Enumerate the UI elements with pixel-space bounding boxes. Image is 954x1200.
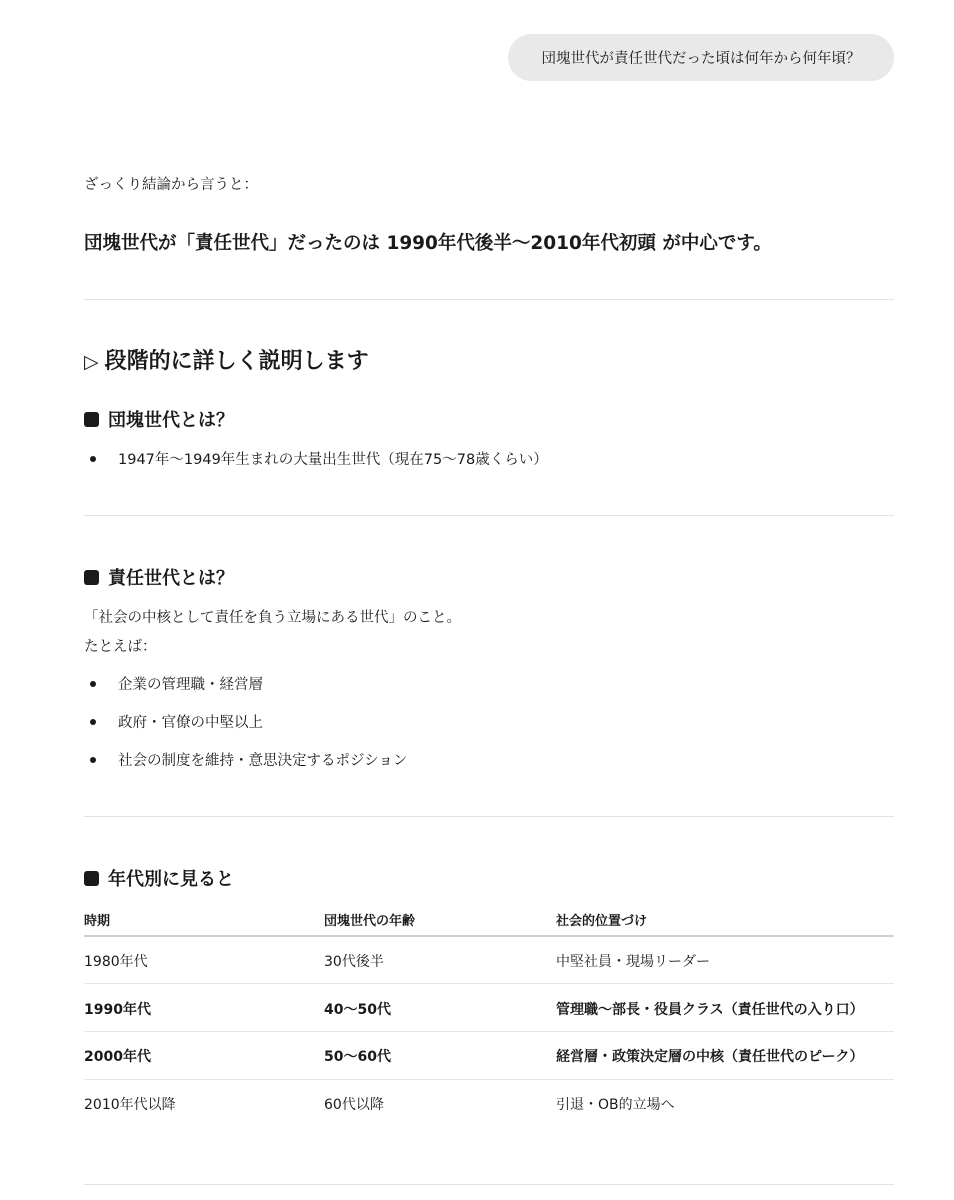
table-cell-position: 引退・OB的立場へ	[556, 1097, 675, 1113]
square-bullet-icon	[84, 871, 99, 886]
section-title-text: 段階的に詳しく説明します	[104, 349, 369, 374]
square-bullet-icon	[84, 570, 99, 585]
table-cell-period: 1980年代	[84, 954, 148, 970]
table-cell-age: 50〜60代	[324, 1049, 391, 1065]
table-cell-age: 60代以降	[324, 1097, 384, 1113]
list-item	[84, 673, 263, 694]
list-item-text: 企業の管理職・経営層	[118, 677, 263, 693]
list-item	[84, 711, 263, 732]
table-cell-position: 中堅社員・現場リーダー	[556, 954, 710, 970]
answer-intro: ざっくり結論から言うと：	[84, 177, 258, 193]
table-row-divider	[84, 1031, 894, 1032]
table-header-divider	[84, 935, 894, 937]
table-header-age: 団塊世代の年齢	[324, 914, 416, 929]
table-cell-period: 2000年代	[84, 1049, 151, 1065]
table-header-position: 社会的位置づけ	[556, 914, 648, 929]
divider	[84, 1184, 894, 1185]
square-bullet-icon	[84, 412, 99, 427]
bullet-dot-icon	[90, 681, 96, 687]
table-cell-age: 30代後半	[324, 954, 384, 970]
list-item	[84, 749, 407, 770]
divider	[84, 299, 894, 300]
list-item-text: 政府・官僚の中堅以上	[118, 715, 263, 731]
table-row-divider	[84, 983, 894, 984]
heading-by-decade	[84, 865, 234, 891]
answer-conclusion: 団塊世代が「責任世代」だったのは 1990年代後半〜2010年代初頭 が中心です。	[84, 233, 772, 254]
bullet-dot-icon	[90, 757, 96, 763]
heading-text: 責任世代とは？	[108, 568, 234, 589]
section-title	[84, 344, 369, 375]
heading-text: 年代別に見ると	[108, 869, 234, 890]
list-item	[84, 448, 548, 469]
play-triangle-icon: ▷	[84, 351, 99, 373]
heading-what-is-dankai	[84, 406, 234, 432]
table-cell-position: 経営層・政策決定層の中核（責任世代のピーク）	[556, 1049, 864, 1065]
bullet-dot-icon	[90, 456, 96, 462]
table-cell-age: 40〜50代	[324, 1002, 391, 1018]
list-item-text: 社会の制度を維持・意思決定するポジション	[118, 753, 408, 769]
definition-text: 「社会の中核として責任を負う立場にある世代」のこと。	[84, 610, 461, 626]
table-cell-position: 管理職〜部長・役員クラス（責任世代の入り口）	[556, 1002, 864, 1018]
table-row-divider	[84, 1079, 894, 1080]
user-message-text: 団塊世代が責任世代だった頃は何年から何年頃？	[541, 51, 861, 67]
heading-what-is-responsibility	[84, 564, 234, 590]
bullet-dot-icon	[90, 719, 96, 725]
table-cell-period: 1990年代	[84, 1002, 151, 1018]
divider	[84, 515, 894, 516]
divider	[84, 816, 894, 817]
heading-text: 団塊世代とは？	[108, 410, 234, 431]
user-message-bubble	[508, 34, 894, 81]
table-cell-period: 2010年代以降	[84, 1097, 176, 1113]
list-item-text: 1947年〜1949年生まれの大量出生世代（現在75〜78歳くらい）	[118, 452, 548, 468]
table-header-period: 時期	[84, 914, 111, 929]
example-intro: たとえば：	[84, 639, 157, 655]
